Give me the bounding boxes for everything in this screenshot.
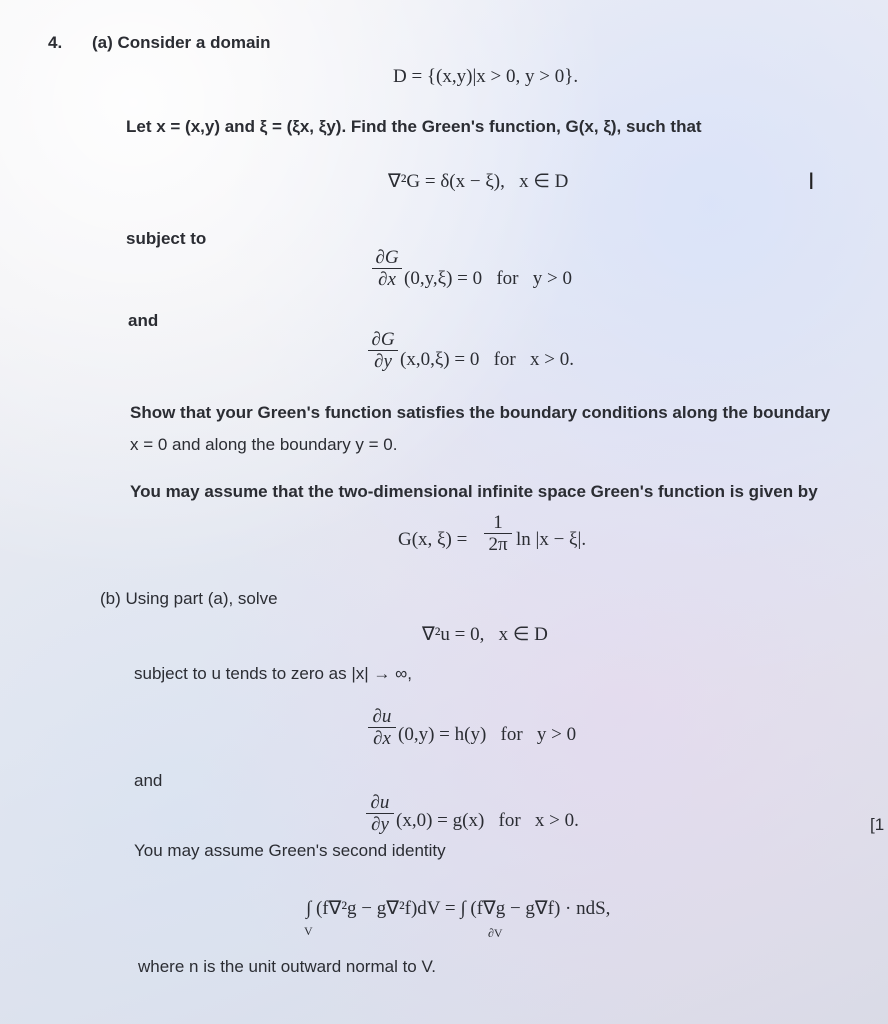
part-b-label: (b) Using part (a), solve	[100, 589, 278, 608]
bc2-numerator: ∂G	[371, 329, 395, 350]
bc2-denominator: ∂y	[374, 351, 392, 372]
decay-condition: subject to u tends to zero as |x| → ∞,	[134, 664, 412, 683]
green-rhs: ln |x − ξ|.	[516, 529, 587, 550]
let-line: Let x = (x,y) and ξ = (ξx, ξy). Find the Green's function, G(x, ξ), such that	[126, 117, 702, 136]
problem-number: 4.	[48, 33, 63, 52]
domain-equation: D = {(x,y)|x > 0, y > 0}.	[393, 66, 579, 87]
green-pde: ∇²G = δ(x − ξ), x ∈ D	[388, 171, 569, 192]
bc4-condition: (x,0) = g(x) for x > 0.	[396, 810, 579, 831]
laplace-pde: ∇²u = 0, x ∈ D	[422, 624, 548, 645]
bc3-condition: (0,y) = h(y) for y > 0	[398, 724, 577, 745]
bc1-fraction	[372, 248, 402, 289]
and-label-b: and	[134, 771, 163, 790]
bc4-numerator: ∂u	[370, 792, 390, 813]
show-line-1: Show that your Green's function satisfies the boundary conditions along the boundary	[130, 403, 831, 422]
text-cursor-icon: I	[808, 170, 815, 195]
assume-line-a: You may assume that the two-dimensional infinite space Green's function is given by	[130, 482, 818, 501]
and-label-a: and	[128, 311, 159, 330]
bc3-numerator: ∂u	[372, 706, 392, 727]
green-denominator: 2π	[488, 534, 508, 555]
green-second-identity: ∫ (f∇²g − g∇²f)dV = ∫ (f∇g − g∇f) · ndS,	[306, 898, 611, 919]
subject-to-label: subject to	[126, 229, 207, 248]
bc4-fraction	[366, 793, 394, 834]
identity-subscript-volume: V	[304, 924, 313, 938]
bc1-numerator: ∂G	[375, 247, 399, 268]
bc3-denominator: ∂x	[373, 728, 391, 749]
green-fraction	[484, 513, 512, 554]
marks-label: [1	[870, 815, 885, 834]
bc2-condition: (x,0,ξ) = 0 for x > 0.	[400, 349, 574, 370]
assume-line-b: You may assume Green's second identity	[134, 841, 446, 860]
bc2-fraction	[368, 330, 398, 371]
bc4-denominator: ∂y	[371, 814, 389, 835]
show-line-2: x = 0 and along the boundary y = 0.	[130, 435, 398, 454]
identity-subscript-boundary: ∂V	[488, 926, 503, 940]
part-a-label: (a) Consider a domain	[92, 33, 271, 52]
bc1-condition: (0,y,ξ) = 0 for y > 0	[404, 268, 572, 289]
bc1-denominator: ∂x	[378, 269, 396, 290]
green-lhs: G(x, ξ) =	[398, 529, 468, 550]
where-line: where n is the unit outward normal to V.	[138, 957, 436, 976]
green-numerator: 1	[493, 512, 503, 533]
bc3-fraction	[368, 707, 396, 748]
